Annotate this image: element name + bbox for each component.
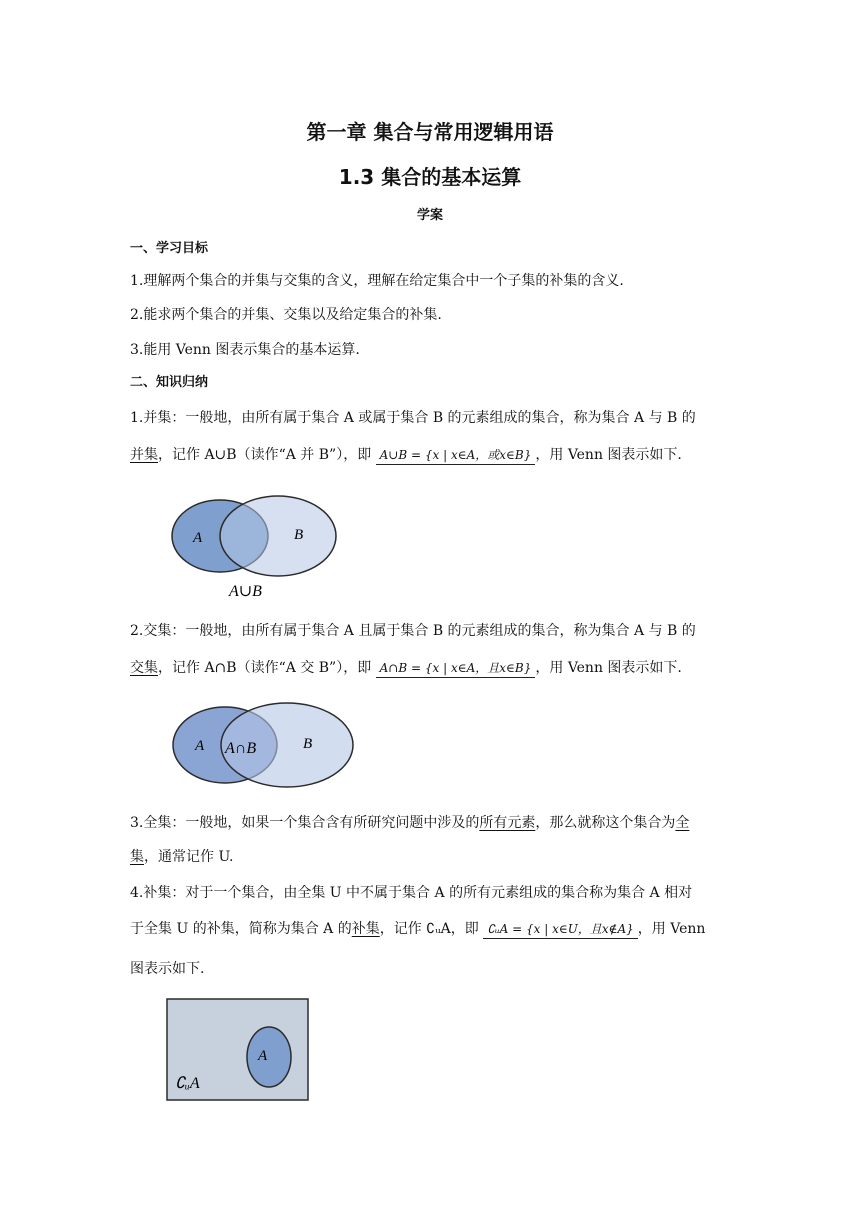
knowledge-heading: 二、知识归纳 (130, 375, 209, 390)
union-venn-diagram (160, 490, 350, 605)
union-caption: A∪B (229, 583, 262, 600)
intersection-line-2 (130, 657, 740, 678)
intersection-line-1: 2.交集：一般地，由所有属于集合 A 且属于集合 B 的元素组成的集合，称为集合 A 与 B 的 (130, 623, 696, 639)
complement-circle-a (247, 1027, 291, 1087)
complement-notation: ，记作 ∁ᵤA，即 (379, 921, 479, 937)
complement-label-a: A (258, 1048, 268, 1064)
intersection-term: 交集 (130, 660, 158, 676)
intersection-notation: ，记作 A∩B（读作“A 交 B”），即 (158, 660, 372, 676)
complement-line-1: 4.补集：对于一个集合，由全集 U 中不属于集合 A 的所有元素组成的集合称为集合 A 相对 (130, 885, 693, 901)
union-circle-b (220, 496, 336, 576)
intersection-label-a: A (195, 738, 205, 754)
union-notation: ，记作 A∪B（读作“A 并 B”），即 (158, 447, 372, 463)
universal-line-1 (130, 812, 740, 832)
section-title: 1.3 集合的基本运算 (338, 165, 522, 189)
complement-line-3: 图表示如下. (130, 961, 205, 977)
goal-2: 2.能求两个集合的并集、交集以及给定集合的补集. (130, 307, 442, 323)
union-line-2-end: ，用 Venn 图表示如下. (535, 447, 682, 463)
intersection-label-b: B (303, 736, 313, 752)
union-label-b: B (294, 527, 304, 543)
intersection-venn-diagram (165, 700, 365, 790)
intersection-label-mid: A∩B (225, 740, 257, 757)
complement-term: 补集 (351, 921, 380, 937)
universal-term-all-elements: 所有元素 (479, 815, 536, 831)
intersection-line-2-end: ，用 Venn 图表示如下. (535, 660, 682, 676)
universal-term-part-2: 集 (130, 849, 144, 865)
chapter-title: 第一章 集合与常用逻辑用语 (306, 120, 554, 144)
complement-text-1: 于全集 U 的补集，简称为集合 A 的 (130, 921, 352, 937)
union-line-1: 1.并集：一般地，由所有属于集合 A 或属于集合 B 的元素组成的集合，称为集合 A 与 B 的 (130, 410, 696, 426)
universal-term-part-1: 全 (675, 815, 690, 831)
goal-1: 1.理解两个集合的并集与交集的含义，理解在给定集合中一个子集的补集的含义. (130, 273, 624, 289)
union-term: 并集 (130, 447, 158, 463)
goals-heading: 一、学习目标 (130, 241, 209, 256)
goal-3: 3.能用 Venn 图表示集合的基本运算. (130, 342, 360, 358)
universal-text-3: ，通常记作 U. (144, 849, 234, 865)
universal-text-2: ，那么就称这个集合为 (535, 815, 676, 831)
union-label-a: A (193, 530, 203, 546)
universal-line-2 (130, 846, 740, 866)
complement-venn-diagram (166, 998, 312, 1104)
complement-line-2-end: ，用 Venn (637, 921, 706, 937)
complement-label-c: ∁ᵤA (175, 1075, 200, 1092)
intersection-formula: A∩B = {x | x∈A，且x∈B} (376, 659, 536, 678)
document-subtitle: 学案 (416, 208, 443, 223)
union-formula: A∪B = {x | x∈A，或x∈B} (376, 446, 536, 465)
union-line-2 (130, 444, 740, 465)
universal-text-1: 3.全集：一般地，如果一个集合含有所研究问题中涉及的 (130, 815, 480, 831)
complement-line-2 (130, 918, 740, 939)
complement-formula: ∁ᵤA = {x | x∈U，且x∉A} (483, 920, 638, 939)
